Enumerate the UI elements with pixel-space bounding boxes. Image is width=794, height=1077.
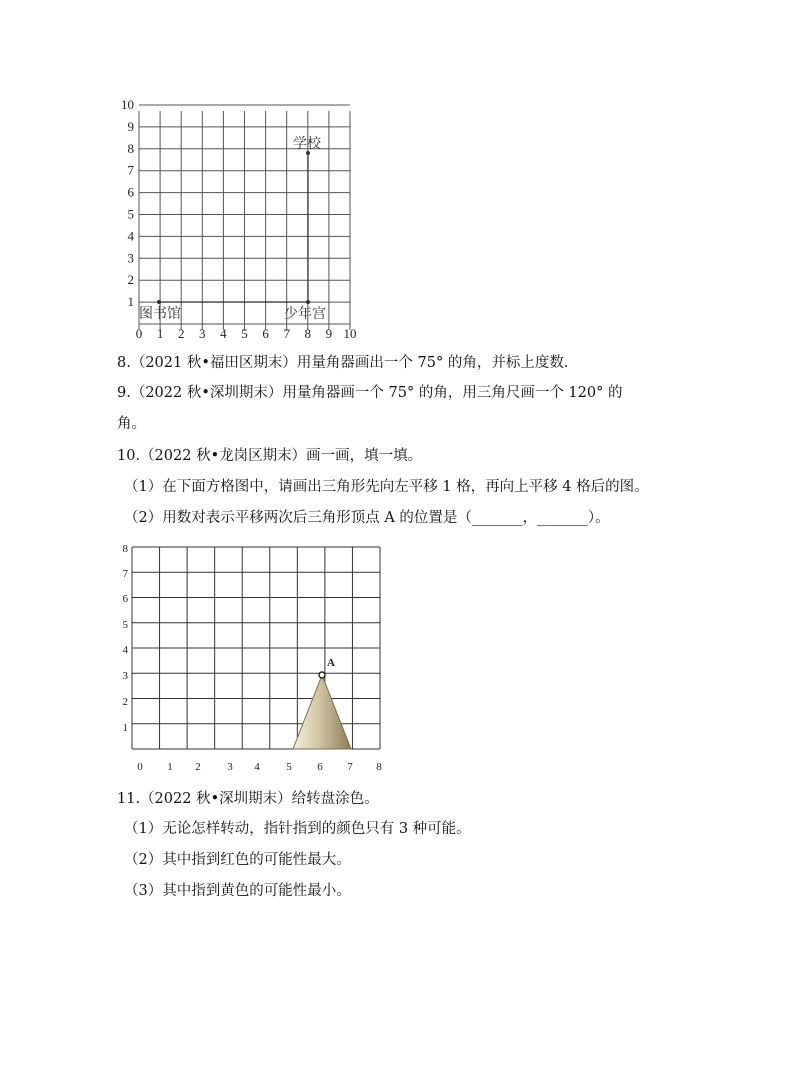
school-label: 学校 (293, 137, 321, 152)
grid2-y-tick: 8 (122, 543, 128, 555)
grid2-x-tick: 7 (347, 761, 353, 773)
question-10-part1: （1）在下面方格图中，请画出三角形先向左平移 1 格，再向上平移 4 格后的图。 (124, 479, 649, 495)
library-point (157, 300, 161, 304)
grid2-y-tick: 4 (122, 644, 128, 656)
grid1-x-tick: 1 (156, 326, 164, 341)
grid2-x-tick: 4 (254, 761, 260, 773)
grid1-x-tick: 3 (199, 326, 206, 341)
grid2-y-tick: 3 (122, 670, 128, 682)
youth-palace-point (306, 300, 310, 304)
question-9-line1: 9.（2022 秋•深圳期末）用量角器画一个 75° 的角，用三角尺画一个 120° 的 (117, 385, 623, 401)
grid1-x-tick: 6 (262, 326, 269, 341)
grid1-x-tick: 0 (135, 326, 143, 341)
grid2-x-tick: 2 (195, 761, 201, 773)
grid1-y-tick: 4 (127, 228, 134, 244)
question-8: 8.（2021 秋•福田区期末）用量角器画出一个 75° 的角，并标上度数. (117, 355, 569, 371)
grid1-y-tick: 10 (121, 97, 134, 112)
grid1-y-tick: 8 (127, 140, 134, 156)
grid2-x-tick: 1 (167, 761, 173, 773)
grid1-x-tick: 10 (343, 326, 357, 341)
grid1-x-tick: 8 (304, 326, 312, 341)
grid2-x-tick: 8 (376, 761, 382, 773)
youth-palace-label: 少年宫 (284, 307, 326, 322)
library-label: 图书馆 (139, 307, 181, 322)
grid1-y-tick: 2 (127, 272, 134, 288)
triangle-shape (293, 675, 351, 749)
question-11: 11.（2022 秋•深圳期末）给转盘涂色。 (117, 791, 379, 807)
grid1-x-tick: 4 (220, 326, 227, 341)
grid1-y-tick: 3 (127, 250, 134, 266)
question-9-line2: 角。 (117, 416, 146, 432)
grid2-y-tick: 1 (122, 722, 128, 734)
grid1-x-tick: 5 (241, 326, 248, 341)
grid1-x-tick: 7 (283, 326, 290, 341)
grid1-y-tick: 6 (127, 184, 134, 200)
grid2-x-tick: 3 (227, 761, 233, 773)
question-11-part3: （3）其中指到黄色的可能性最小。 (124, 883, 351, 899)
grid2-x-tick: 0 (137, 761, 143, 773)
question-11-part1: （1）无论怎样转动，指针指到的颜色只有 3 种可能。 (124, 821, 471, 837)
grid2-x-tick: 5 (286, 761, 292, 773)
question-10: 10.（2022 秋•龙岗区期末）画一画，填一填。 (117, 448, 423, 464)
grid2-y-tick: 2 (122, 696, 128, 708)
grid1-y-tick: 5 (127, 206, 134, 222)
grid2-y-tick: 5 (122, 619, 128, 631)
grid2-y-tick: 7 (122, 568, 128, 580)
grid1-y-tick: 1 (127, 294, 134, 310)
grid2-x-tick: 6 (317, 761, 323, 773)
grid1-x-tick: 2 (177, 326, 185, 341)
grid1-y-tick: 9 (127, 118, 134, 134)
grid2-y-tick: 6 (122, 593, 128, 605)
vertex-a-point (319, 672, 325, 678)
grid1-x-tick: 9 (325, 326, 333, 341)
question-10-part2: （2）用数对表示平移两次后三角形顶点 A 的位置是（_______，_______）。 (124, 510, 610, 526)
vertex-a-label: A (327, 657, 335, 669)
grid1-y-tick: 7 (127, 162, 134, 178)
question-11-part2: （2）其中指到红色的可能性最大。 (124, 852, 351, 868)
